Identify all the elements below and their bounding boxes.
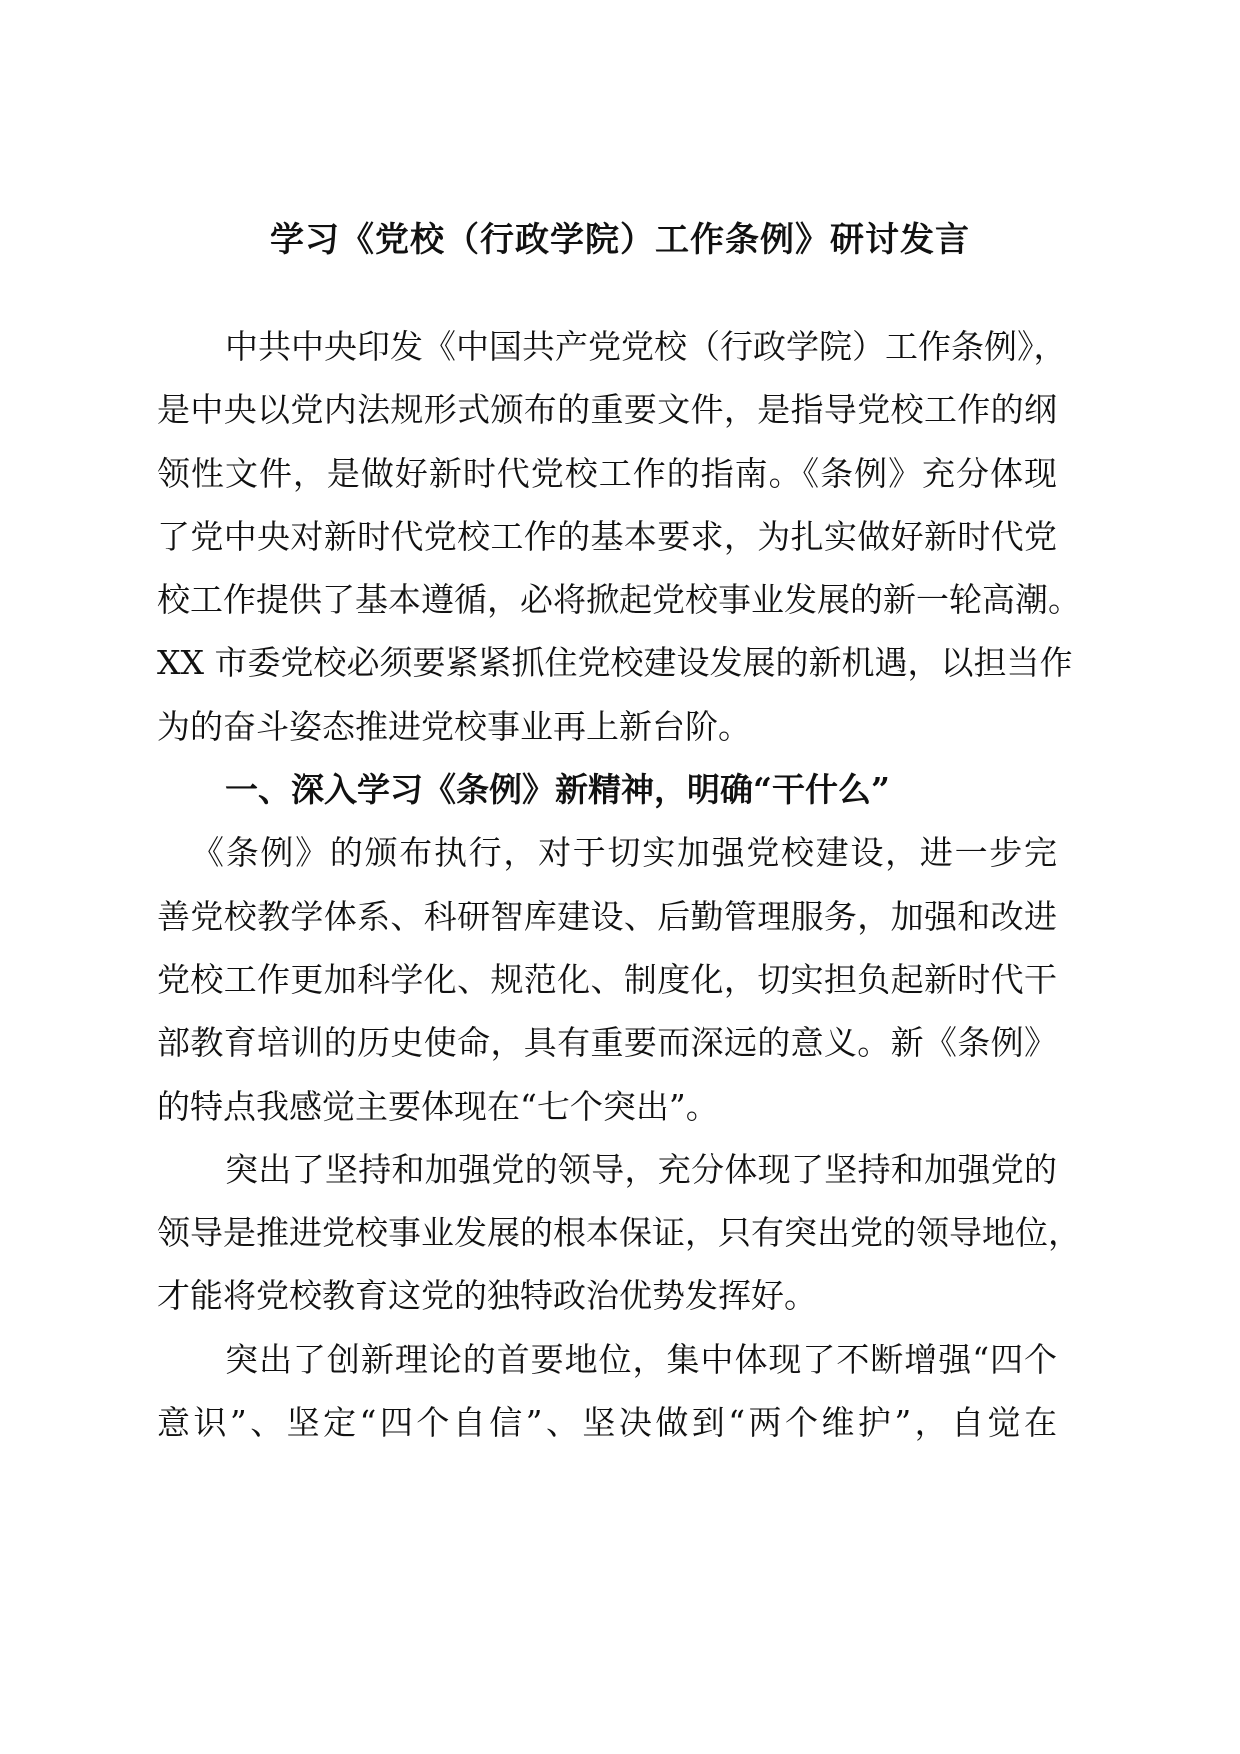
paragraph-line: 是中央以党内法规形式颁布的重要文件，是指导党校工作的纲 <box>157 390 1057 430</box>
paragraph-line: 为的奋斗姿态推进党校事业再上新台阶。 <box>157 706 751 746</box>
paragraph-line: 领导是推进党校事业发展的根本保证，只有突出党的领导地位， <box>157 1213 1081 1253</box>
paragraph-line: 突出了坚持和加强党的领导，充分体现了坚持和加强党的 <box>225 1149 1057 1189</box>
paragraph-line: 突出了创新理论的首要地位，集中体现了不断增强“四个 <box>225 1339 1057 1379</box>
paragraph-line: 了党中央对新时代党校工作的基本要求，为扎实做好新时代党 <box>157 516 1057 556</box>
paragraph-line: 党校工作更加科学化、规范化、制度化，切实担负起新时代干 <box>157 959 1057 999</box>
paragraph-line: 校工作提供了基本遵循，必将掀起党校事业发展的新一轮高潮。 <box>157 580 1081 620</box>
paragraph-line: 的特点我感觉主要体现在“七个突出”。 <box>157 1086 719 1126</box>
paragraph-line: 中共中央印发《中国共产党党校（行政学院）工作条例》， <box>225 327 1067 366</box>
document-title: 学习《党校（行政学院）工作条例》研讨发言 <box>270 220 970 260</box>
document-body <box>157 315 1081 1454</box>
paragraph-line: 善党校教学体系、科研智库建设、后勤管理服务，加强和改进 <box>157 896 1057 936</box>
paragraph-line: 领性文件，是做好新时代党校工作的指南。《条例》充分体现 <box>157 453 1057 493</box>
paragraph-line: 意识”、坚定“四个自信”、坚决做到“两个维护”，自觉在 <box>157 1403 1057 1443</box>
section-heading: 一、深入学习《条例》新精神，明确“干什么” <box>225 770 890 810</box>
paragraph-line: XX 市委党校必须要紧紧抓住党校建设发展的新机遇，以担当作 <box>157 643 1073 683</box>
paragraph-line: 《条例》的颁布执行，对于切实加强党校建设，进一步完 <box>191 833 1057 873</box>
paragraph-line: 才能将党校教育这党的独特政治优势发挥好。 <box>157 1276 817 1316</box>
paragraph-line: 部教育培训的历史使命，具有重要而深远的意义。新《条例》 <box>157 1023 1057 1063</box>
